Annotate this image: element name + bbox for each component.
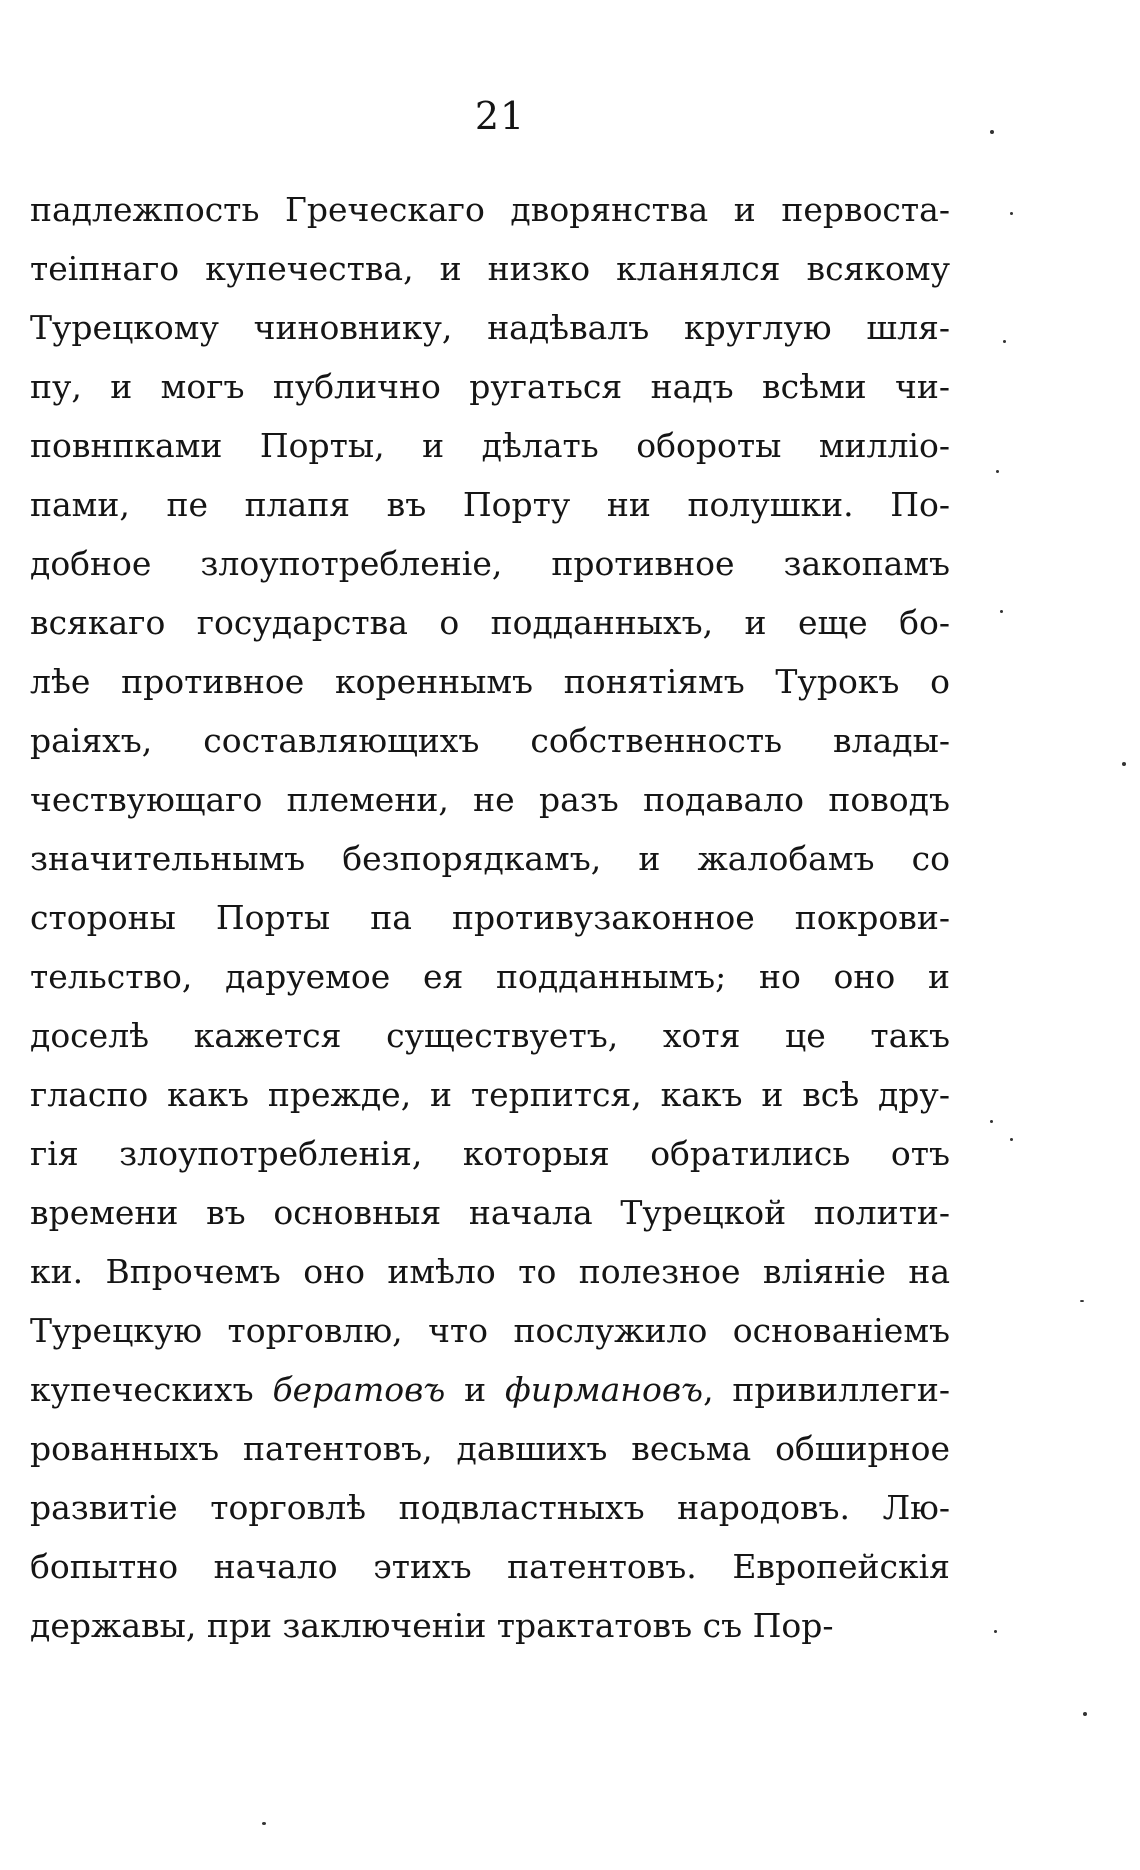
text-line: рованныхъ патентовъ, давшихъ весьма обширное (30, 1429, 950, 1468)
text-line: лѣе противное кореннымъ понятіямъ Турокъ о (30, 662, 950, 701)
text-run: , привиллеги- (703, 1370, 950, 1409)
text-line: тельство, даруемое ея подданнымъ; но оно и (30, 957, 950, 996)
text-line-with-italics (30, 1360, 950, 1419)
text-line: значительнымъ безпорядкамъ, и жалобамъ со (30, 839, 950, 878)
text-line: пами, пе плапя въ Порту ни полушки. По- (30, 485, 950, 524)
text-line: всякаго государства о подданныхъ, и еще бо- (30, 603, 950, 642)
text-line: времени въ основныя начала Турецкой полити- (30, 1193, 950, 1232)
scan-speck (996, 470, 999, 473)
scan-speck (1010, 1138, 1013, 1141)
text-line: повнпками Порты, и дѣлать обороты милліо- (30, 426, 950, 465)
scan-speck (990, 1120, 993, 1123)
scan-speck (262, 1822, 266, 1825)
italic-term-firmany: фирмановъ (505, 1370, 704, 1409)
text-line: раіяхъ, составляющихъ собственность влады- (30, 721, 950, 760)
text-line: державы, при заключеніи трактатовъ съ Пор- (30, 1606, 834, 1645)
scan-speck (1080, 1300, 1084, 1302)
text-line: чествующаго племени, не разъ подавало поводъ (30, 780, 950, 819)
text-line: пу, и могъ публично ругаться надъ всѣми чи- (30, 367, 950, 406)
text-run: и (445, 1370, 505, 1409)
text-line: бопытно начало этихъ патентовъ. Европейскія (30, 1547, 950, 1586)
scan-speck (1122, 762, 1126, 766)
page-number: 21 (474, 94, 526, 138)
text-line: падлежпость Греческаго дворянства и первоста- (30, 190, 950, 229)
text-line: Турецкую торговлю, что послужило основаніемъ (30, 1311, 950, 1350)
text-line: теіпнаго купечества, и низко кланялся всякому (30, 249, 950, 288)
scan-speck (1083, 1712, 1087, 1716)
scan-speck (1003, 340, 1006, 343)
scan-speck (990, 130, 994, 134)
text-line: доселѣ кажется существуетъ, хотя це такъ (30, 1016, 950, 1055)
text-line: стороны Порты па противузаконное покрови- (30, 898, 950, 937)
body-text (30, 180, 950, 1655)
text-line: Турецкому чиновнику, надѣвалъ круглую шля- (30, 308, 950, 347)
scan-speck (1000, 610, 1003, 613)
text-line: гія злоупотребленія, которыя обратились отъ (30, 1134, 950, 1173)
text-line: развитіе торговлѣ подвластныхъ народовъ. Лю- (30, 1488, 950, 1527)
text-line: ки. Впрочемъ оно имѣло то полезное вліяніе на (30, 1252, 950, 1291)
text-run: купеческихъ (30, 1370, 273, 1409)
text-line: гласпо какъ прежде, и терпится, какъ и всѣ дру- (30, 1075, 950, 1114)
text-line: добное злоупотребленіе, противное закопамъ (30, 544, 950, 583)
scan-speck (994, 1630, 997, 1633)
scan-speck (1010, 212, 1013, 215)
italic-term-beraty: бератовъ (272, 1370, 446, 1409)
